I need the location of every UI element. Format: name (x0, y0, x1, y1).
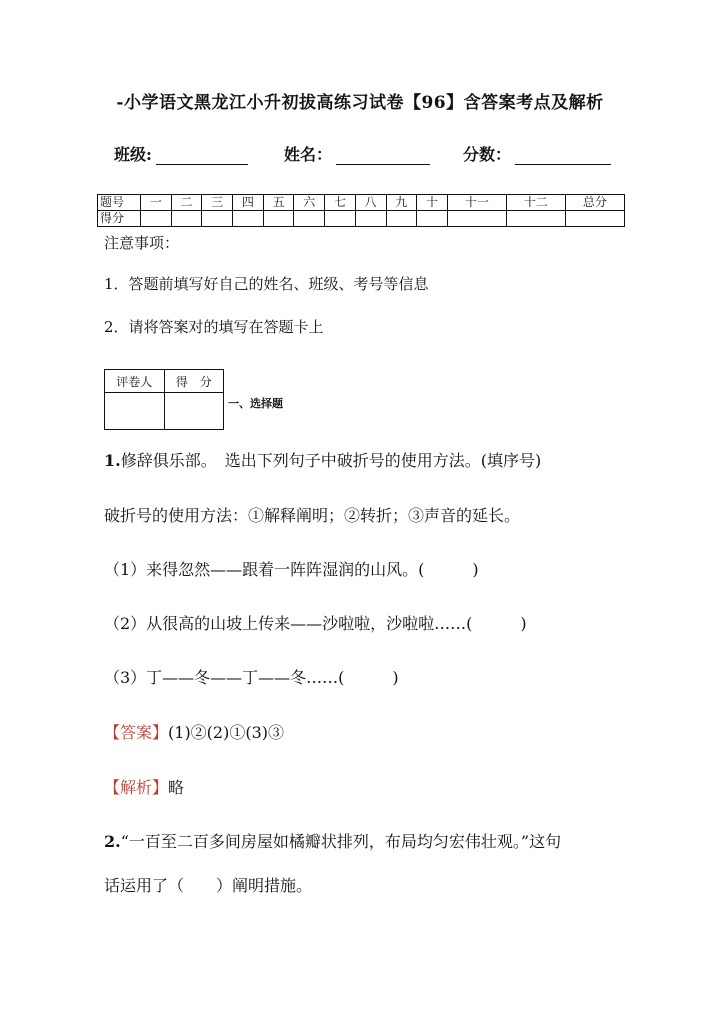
score-cell (565, 211, 624, 227)
header-cell: 九 (386, 195, 417, 211)
notice-item: 1．答题前填写好自己的姓名、班级、考号等信息 (104, 275, 429, 293)
score-table-header-row (98, 195, 625, 211)
score-cell (386, 211, 417, 227)
header-cell: 一 (141, 195, 172, 211)
score-cell (263, 211, 294, 227)
header-cell: 四 (233, 195, 264, 211)
question-2-line1 (104, 829, 561, 852)
header-cell: 十一 (447, 195, 506, 211)
class-blank (156, 148, 248, 165)
header-cell: 总分 (565, 195, 624, 211)
row-label-cell: 得分 (98, 211, 141, 227)
analysis-tag: 【解析】 (104, 778, 169, 797)
grader-table (104, 369, 224, 430)
question-1-item: （3）丁——冬——丁——冬……( ) (104, 668, 399, 687)
score-cell (202, 211, 233, 227)
header-cell: 二 (171, 195, 202, 211)
header-cell: 三 (202, 195, 233, 211)
score-label: 分数： (463, 145, 512, 164)
question-1-stem (104, 448, 541, 471)
question-1-usage: 破折号的使用方法：①解释阐明；②转折；③声音的延长。 (104, 506, 521, 525)
header-cell: 十 (417, 195, 448, 211)
score-field (463, 142, 611, 165)
class-label: 班级: (114, 145, 152, 164)
reviewer-label: 评卷人 (105, 370, 165, 393)
question-1-item: （2）从很高的山坡上传来——沙啦啦，沙啦啦……( ) (104, 614, 527, 633)
page-title: -小学语文黑龙江小升初拔高练习试卷【96】含答案考点及解析 (116, 93, 604, 113)
score-table-score-row (98, 211, 625, 227)
score-cell (506, 211, 565, 227)
answer-tag: 【答案】 (104, 723, 169, 742)
question-number: 2. (104, 832, 121, 851)
name-blank (336, 148, 430, 165)
score-cell (325, 211, 356, 227)
reviewer-cell (105, 393, 165, 430)
question-text: 修辞俱乐部。 选出下列句子中破折号的使用方法。(填序号) (120, 451, 542, 470)
score-cell (417, 211, 448, 227)
question-1-item: （1）来得忽然——跟着一阵阵湿润的山风。( ) (104, 560, 479, 579)
header-cell: 八 (355, 195, 386, 211)
header-cell: 七 (325, 195, 356, 211)
score-cell (294, 211, 325, 227)
score-cell (171, 211, 202, 227)
answer-text: (1)②(2)①(3)③ (168, 723, 285, 742)
name-field (284, 142, 430, 165)
score-cell (447, 211, 506, 227)
question-1-answer (104, 720, 284, 743)
score-cell (233, 211, 264, 227)
score-blank (515, 148, 611, 165)
notice-heading: 注意事项： (104, 234, 180, 252)
score-cell (141, 211, 172, 227)
score-table (97, 194, 625, 227)
header-cell: 六 (294, 195, 325, 211)
analysis-text: 略 (168, 778, 185, 797)
score-cell (355, 211, 386, 227)
notice-item: 2．请将答案对的填写在答题卡上 (104, 318, 324, 336)
header-cell: 十二 (506, 195, 565, 211)
question-text: “一百至二百多间房屋如橘瓣状排列，布局均匀宏伟壮观。”这句 (120, 832, 562, 851)
question-2-line2: 话运用了（ ）阐明措施。 (104, 876, 313, 895)
header-cell: 五 (263, 195, 294, 211)
grader-score-label: 得 分 (164, 370, 224, 393)
class-field (114, 142, 248, 165)
name-label: 姓名： (284, 145, 333, 164)
grader-score-cell (164, 393, 224, 430)
question-1-analysis (104, 775, 184, 798)
header-cell: 题号 (98, 195, 141, 211)
question-number: 1. (104, 451, 121, 470)
section-title: 一、选择题 (228, 397, 283, 410)
